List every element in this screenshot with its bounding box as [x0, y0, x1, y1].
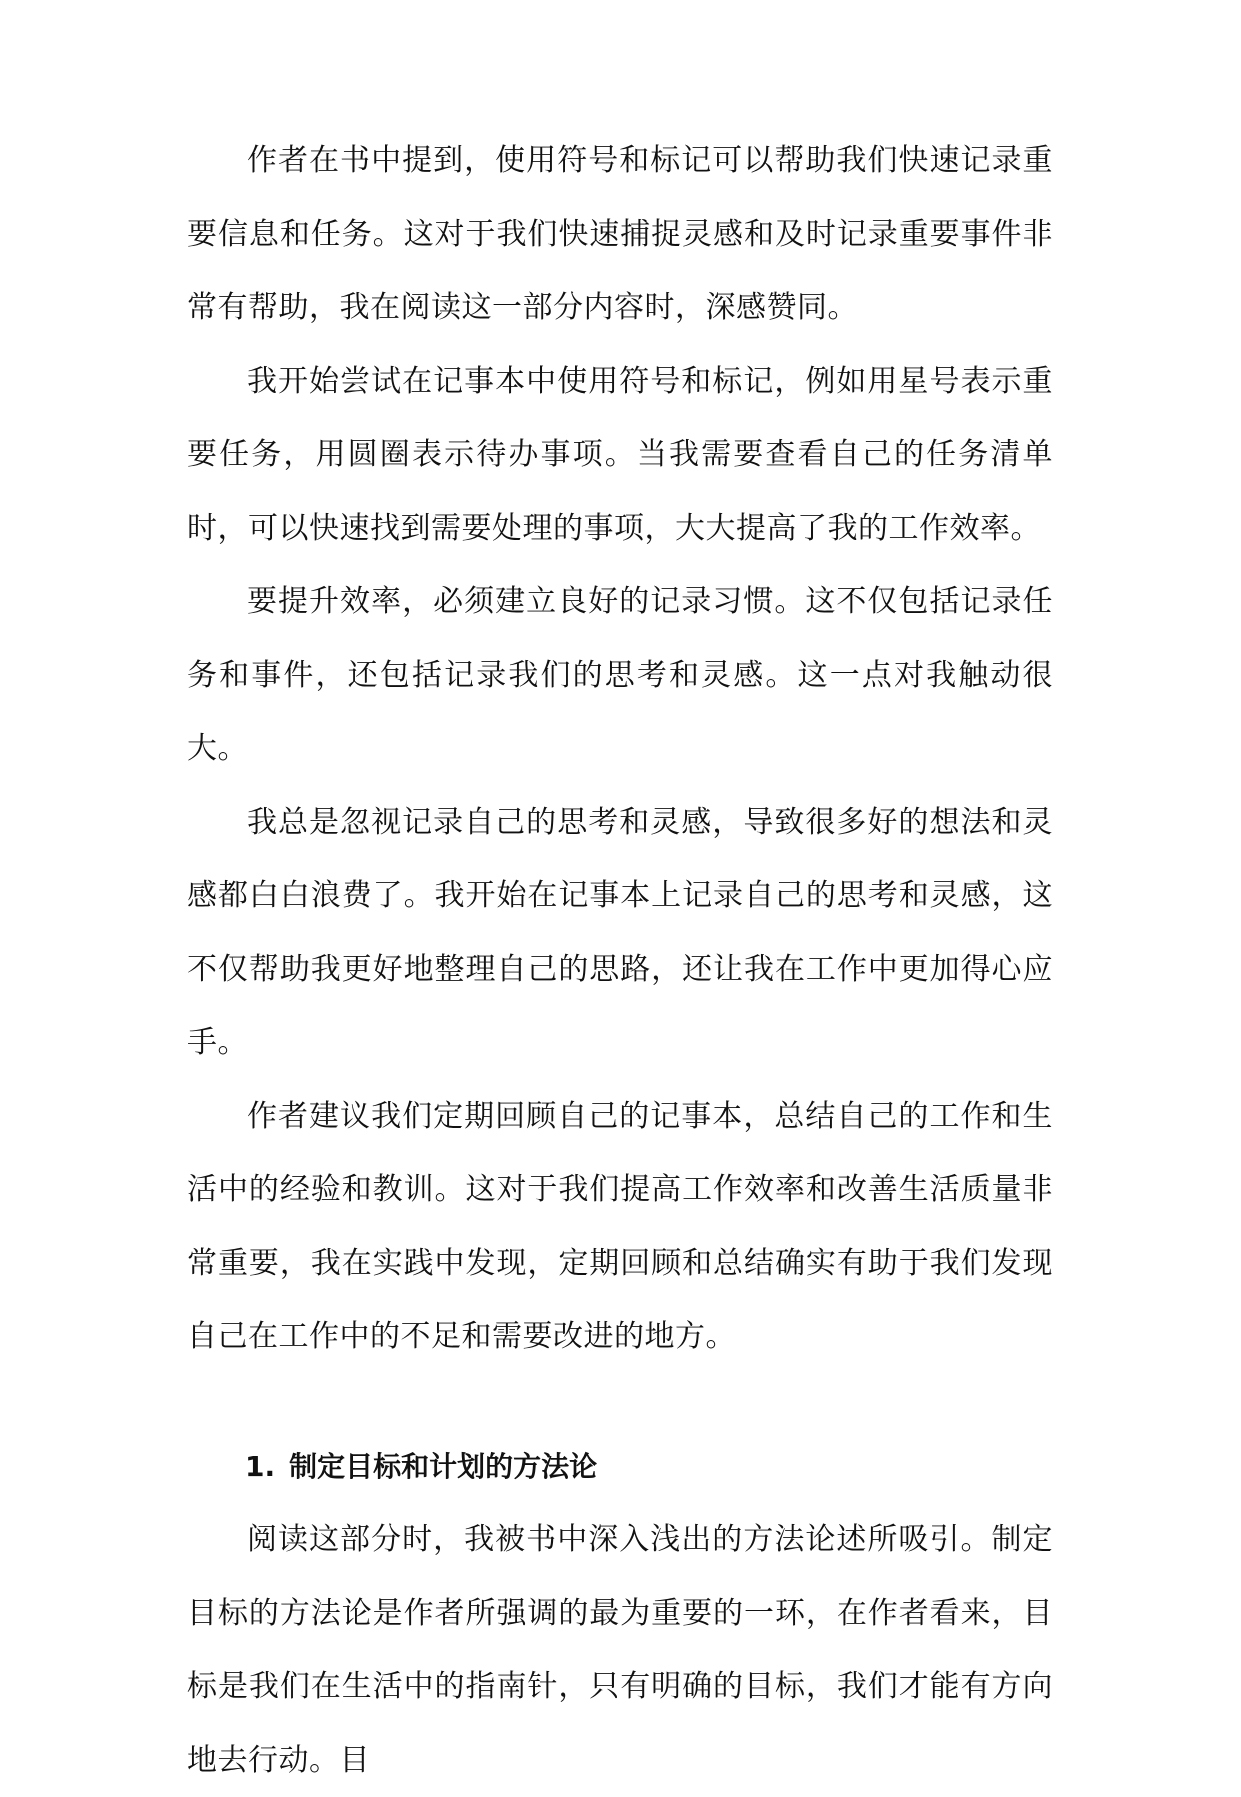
paragraph: 作者在书中提到，使用符号和标记可以帮助我们快速记录重要信息和任务。这对于我们快速捕捉灵感和及时记录重要事件非常有帮助，我在阅读这一部分内容时，深感赞同。 [187, 143, 1053, 325]
section-title: 制定目标和计划的方法论 [289, 1449, 598, 1483]
paragraph: 作者建议我们定期回顾自己的记事本，总结自己的工作和生活中的经验和教训。这对于我们提高工作效率和改善生活质量非常重要，我在实践中发现，定期回顾和总结确实有助于我们发现自己在工作中的不足和需要改进的地方。 [187, 1098, 1053, 1354]
paragraph: 阅读这部分时，我被书中深入浅出的方法论述所吸引。制定目标的方法论是作者所强调的最为重要的一环，在作者看来，目标是我们在生活中的指南针，只有明确的目标，我们才能有方向地去行动。目 [187, 1522, 1053, 1778]
document-body [187, 124, 1053, 1797]
section-heading [187, 1430, 1053, 1504]
paragraph: 我开始尝试在记事本中使用符号和标记，例如用星号表示重要任务，用圆圈表示待办事项。当我需要查看自己的任务清单时，可以快速找到需要处理的事项，大大提高了我的工作效率。 [187, 363, 1053, 546]
paragraph: 我总是忽视记录自己的思考和灵感，导致很多好的想法和灵感都白白浪费了。我开始在记事本上记录自己的思考和灵感，这不仅帮助我更好地整理自己的思路，还让我在工作中更加得心应手。 [187, 804, 1053, 1060]
paragraph: 要提升效率，必须建立良好的记录习惯。这不仅包括记录任务和事件，还包括记录我们的思考和灵感。这一点对我触动很大。 [187, 584, 1053, 766]
section-number: 1. [245, 1449, 276, 1483]
